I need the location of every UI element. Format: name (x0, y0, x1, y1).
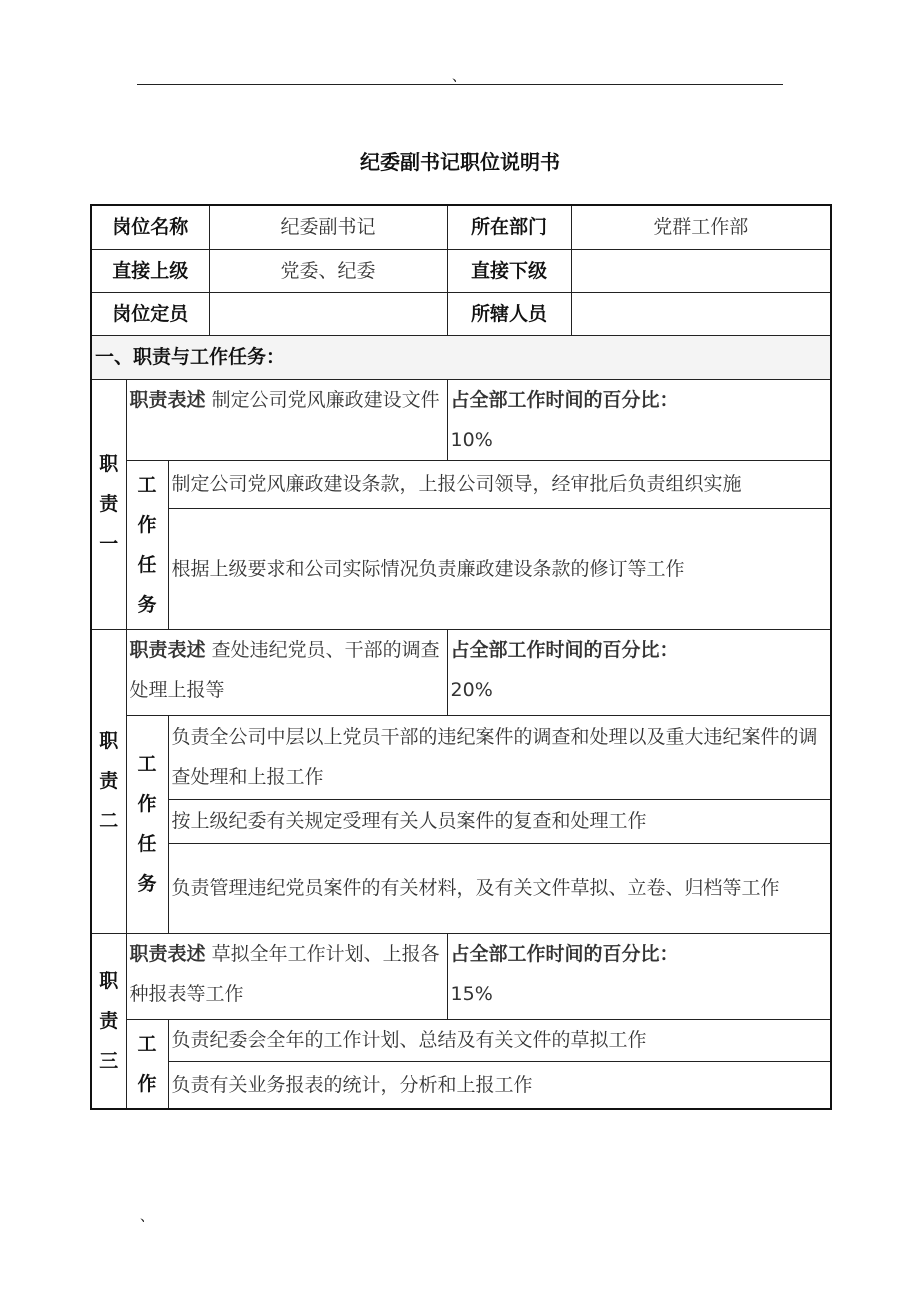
footer-mark: 、 (140, 1209, 154, 1225)
section-heading: 一、职责与工作任务： (91, 335, 831, 379)
duty-3-pct-value: 15% (450, 982, 493, 1005)
duty-3-description (126, 933, 447, 1019)
section-header-row (91, 335, 831, 379)
governed-value (571, 292, 831, 335)
duty-desc-label: 职责表述 (129, 638, 206, 661)
duty-desc-label: 职责表述 (129, 388, 206, 411)
subordinate-value (571, 249, 831, 292)
duty-3-desc-row (91, 933, 831, 1019)
header-rule (137, 84, 783, 85)
duty-1-percentage (447, 379, 831, 460)
duty-3-task-row-2 (91, 1061, 831, 1109)
duty-1-desc-row (91, 379, 831, 460)
duty-2-task-row-3 (91, 843, 831, 933)
governed-label: 所辖人员 (447, 292, 571, 335)
duty-2-task-3: 负责管理违纪党员案件的有关材料，及有关文件草拟、立卷、归档等工作 (168, 843, 831, 933)
duty-3-task-2: 负责有关业务报表的统计，分析和上报工作 (168, 1061, 831, 1109)
duty-1-pct-value: 10% (450, 428, 493, 451)
duty-2-name: 职 责 二 (91, 629, 126, 933)
pct-label: 占全部工作时间的百分比： (450, 388, 679, 411)
post-name-value: 纪委副书记 (209, 205, 447, 249)
duty-2-task-row-1 (91, 715, 831, 799)
duty-2-task-row-2 (91, 799, 831, 843)
info-row-3 (91, 292, 831, 335)
staffing-value (209, 292, 447, 335)
pct-label: 占全部工作时间的百分比： (450, 638, 679, 661)
duty-1-desc-text: 制定公司党风廉政建设文件 (211, 388, 440, 411)
info-row-1 (91, 205, 831, 249)
duty-1-task-1: 制定公司党风廉政建设条款，上报公司领导，经审批后负责组织实施 (168, 460, 831, 508)
pct-label: 占全部工作时间的百分比： (450, 942, 679, 965)
duty-2-task-1: 负责全公司中层以上党员干部的违纪案件的调查和处理以及重大违纪案件的调查处理和上报工作 (168, 715, 831, 799)
duty-2-pct-value: 20% (450, 678, 493, 701)
duty-3-desc-text: 草拟全年工作计划、上报各种报表等工作 (129, 942, 440, 1005)
job-description-table (90, 204, 832, 1110)
staffing-label: 岗位定员 (91, 292, 209, 335)
duty-1-description (126, 379, 447, 460)
duty-2-task-label: 工 作 任 务 (126, 715, 168, 933)
duty-1-name: 职 责 一 (91, 379, 126, 629)
duty-1-task-2: 根据上级要求和公司实际情况负责廉政建设条款的修订等工作 (168, 508, 831, 629)
department-value: 党群工作部 (571, 205, 831, 249)
superior-value: 党委、纪委 (209, 249, 447, 292)
duty-2-desc-text: 查处违纪党员、干部的调查处理上报等 (129, 638, 440, 701)
duty-2-description (126, 629, 447, 715)
info-row-2 (91, 249, 831, 292)
duty-3-task-1: 负责纪委会全年的工作计划、总结及有关文件的草拟工作 (168, 1019, 831, 1061)
duty-desc-label: 职责表述 (129, 942, 206, 965)
department-label: 所在部门 (447, 205, 571, 249)
duty-1-task-row-2 (91, 508, 831, 629)
duty-3-name: 职 责 三 (91, 933, 126, 1109)
header-mark: 、 (452, 69, 466, 85)
duty-3-percentage (447, 933, 831, 1019)
duty-2-task-2: 按上级纪委有关规定受理有关人员案件的复查和处理工作 (168, 799, 831, 843)
document-title: 纪委副书记职位说明书 (360, 150, 560, 174)
duty-3-task-row-1 (91, 1019, 831, 1061)
duty-2-desc-row (91, 629, 831, 715)
duty-2-percentage (447, 629, 831, 715)
superior-label: 直接上级 (91, 249, 209, 292)
duty-1-task-row-1 (91, 460, 831, 508)
duty-1-task-label: 工 作 任 务 (126, 460, 168, 629)
post-name-label: 岗位名称 (91, 205, 209, 249)
duty-3-task-label: 工 作 (126, 1019, 168, 1109)
subordinate-label: 直接下级 (447, 249, 571, 292)
